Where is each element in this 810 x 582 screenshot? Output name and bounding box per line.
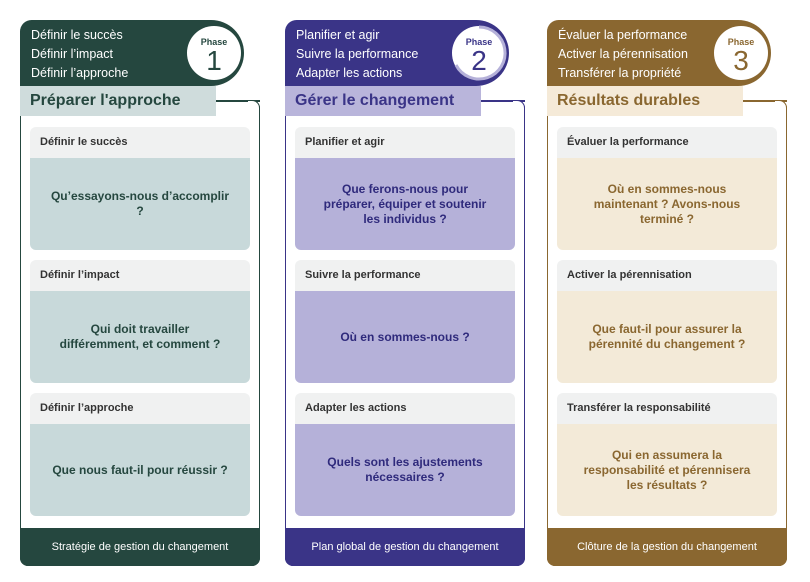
phase-1-footer: Stratégie de gestion du changement [20, 528, 260, 566]
phase-3-badge [714, 26, 768, 80]
card-question: Que nous faut-il pour réussir ? [30, 424, 250, 516]
header-line: Définir le succès [31, 28, 123, 42]
card-title: Suivre la performance [295, 260, 515, 291]
progress-ring-icon [449, 23, 509, 83]
card-title: Définir l’approche [30, 393, 250, 424]
badge-label: Phase [727, 37, 755, 47]
phase-3-card-3 [557, 393, 777, 516]
card-title: Planifier et agir [295, 127, 515, 158]
phase-2-column [285, 20, 525, 566]
badge-number: 2 [471, 45, 487, 76]
phase-3-footer: Clôture de la gestion du changement [547, 528, 787, 566]
phase-1-badge [187, 26, 241, 80]
header-line: Suivre la performance [296, 47, 419, 61]
phase-3-column [547, 20, 787, 566]
phase-2-card-3 [295, 393, 515, 516]
phase-1-title: Préparer l'approche [20, 86, 216, 116]
phase-1-card-2 [30, 260, 250, 383]
card-title: Définir l’impact [30, 260, 250, 291]
header-line: Définir l’approche [31, 66, 129, 80]
phase-3-title: Résultats durables [547, 86, 743, 116]
badge-number: 3 [733, 45, 749, 76]
phase-3-header [547, 20, 771, 86]
phase-1-column [20, 20, 260, 566]
header-line: Transférer la propriété [558, 66, 682, 80]
phase-1-card-1 [30, 127, 250, 250]
badge-label: Phase [200, 37, 228, 47]
card-title: Évaluer la performance [557, 127, 777, 158]
phase-2-title: Gérer le changement [285, 86, 481, 116]
phase-3-card-1 [557, 127, 777, 250]
card-question: Que ferons-nous pour préparer, équiper et soutenir les individus ? [295, 158, 515, 250]
phase-2-card-1 [295, 127, 515, 250]
card-question: Quels sont les ajustements nécessaires ? [295, 424, 515, 516]
phase-2-badge [452, 26, 506, 80]
phase-3-card-2 [557, 260, 777, 383]
header-line: Évaluer la performance [558, 28, 688, 42]
header-line: Planifier et agir [296, 28, 380, 42]
card-question: Qui en assumera la responsabilité et pérennisera les résultats ? [557, 424, 777, 516]
phase-1-header [20, 20, 244, 86]
header-line: Activer la pérennisation [558, 47, 688, 61]
phase-2-card-2 [295, 260, 515, 383]
badge-label: Phase [465, 37, 493, 47]
card-question: Où en sommes-nous maintenant ? Avons-nous terminé ? [557, 158, 777, 250]
header-line: Définir l’impact [31, 47, 113, 61]
card-question: Qu’essayons-nous d’accomplir ? [30, 158, 250, 250]
card-question: Que faut-il pour assurer la pérennité du changement ? [557, 291, 777, 383]
card-title: Activer la pérennisation [557, 260, 777, 291]
card-title: Définir le succès [30, 127, 250, 158]
phase-1-card-3 [30, 393, 250, 516]
phase-2-header [285, 20, 509, 86]
phase-2-footer: Plan global de gestion du changement [285, 528, 525, 566]
header-line: Adapter les actions [296, 66, 403, 80]
card-title: Transférer la responsabilité [557, 393, 777, 424]
card-question: Où en sommes-nous ? [295, 291, 515, 383]
card-question: Qui doit travailler différemment, et comment ? [30, 291, 250, 383]
badge-number: 1 [206, 45, 222, 76]
card-title: Adapter les actions [295, 393, 515, 424]
